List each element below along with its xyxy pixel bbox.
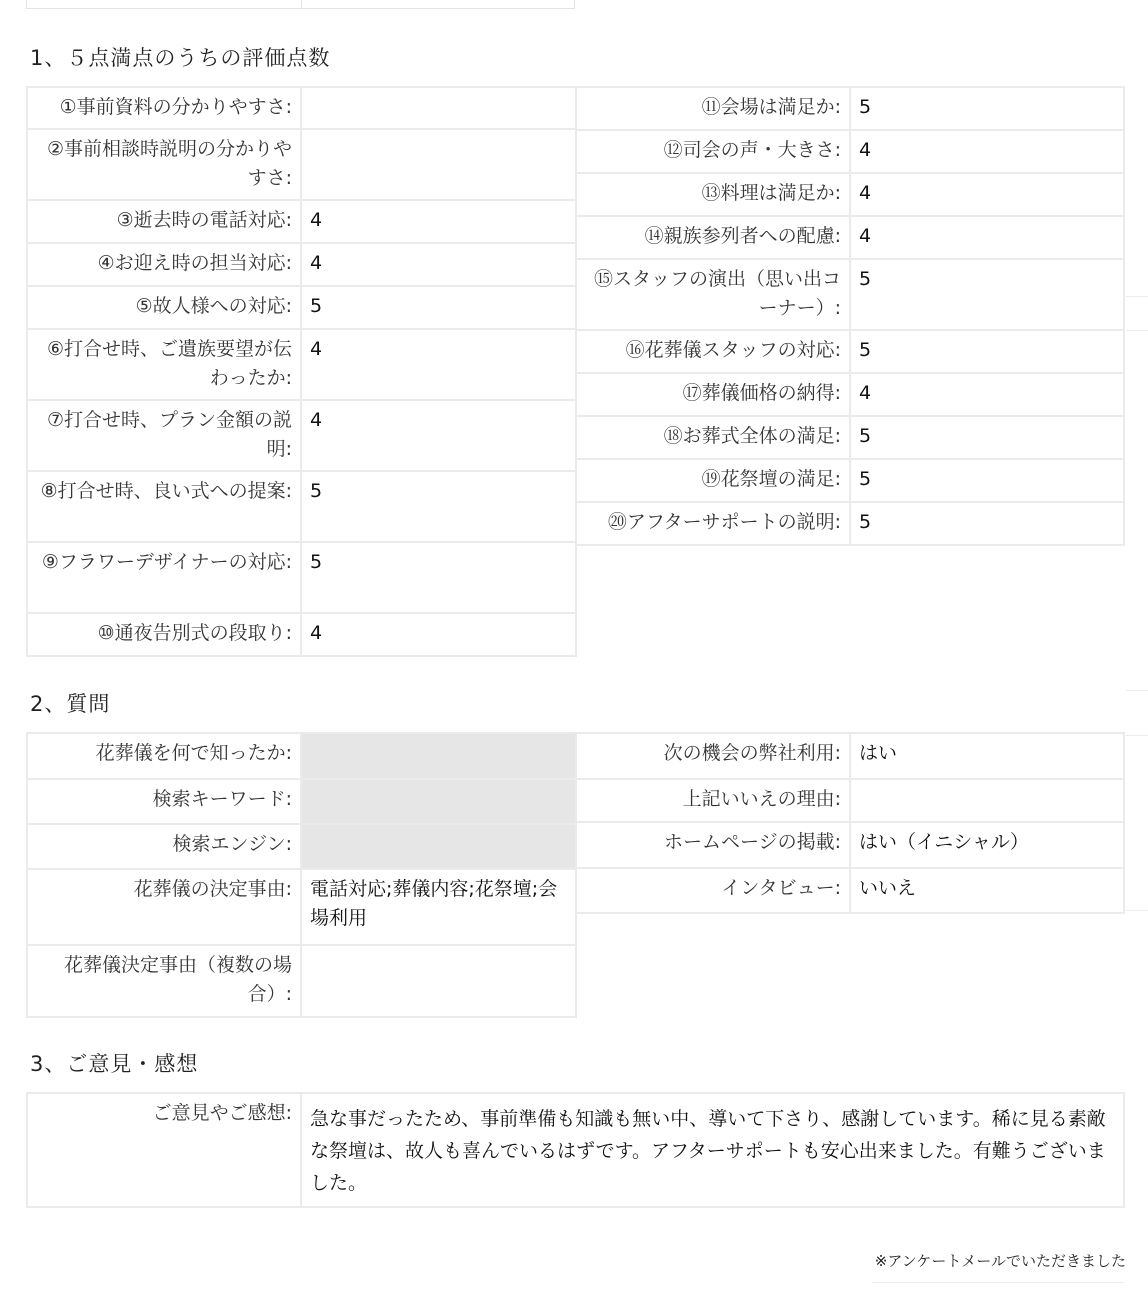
rating-label: ②事前相談時説明の分かりやすさ: <box>27 129 301 200</box>
rating-label: ⑰葬儀価格の納得: <box>576 373 850 416</box>
questions-table-right <box>575 732 1125 914</box>
rating-label: ⑬料理は満足か: <box>576 173 850 216</box>
table-row <box>576 416 1124 459</box>
rating-label: ③逝去時の電話対応: <box>27 200 301 243</box>
question-label: 検索エンジン: <box>27 824 301 869</box>
table-row <box>576 130 1124 173</box>
rating-value: 4 <box>301 243 576 286</box>
rating-label: ⑮スタッフの演出（思い出コーナー）: <box>576 259 850 330</box>
rating-label: ⑱お葬式全体の満足: <box>576 416 850 459</box>
rating-value: 5 <box>850 459 1124 502</box>
table-row <box>27 542 576 613</box>
question-label: 上記いいえの理由: <box>576 779 850 822</box>
rating-label: ⑫司会の声・大きさ: <box>576 130 850 173</box>
section3-title: 3、ご意見・感想 <box>30 1052 199 1076</box>
previous-table-fragment <box>26 0 575 9</box>
divider <box>1126 330 1148 331</box>
table-row <box>27 243 576 286</box>
rating-label: ⑤故人様への対応: <box>27 286 301 329</box>
rating-value <box>301 129 576 200</box>
rating-label: ⑧打合せ時、良い式への提案: <box>27 471 301 542</box>
table-row <box>27 779 576 824</box>
divider <box>1126 690 1148 691</box>
table-row <box>576 459 1124 502</box>
question-value <box>850 779 1124 822</box>
rating-value: 4 <box>850 173 1124 216</box>
table-row <box>27 869 576 945</box>
table-row <box>576 216 1124 259</box>
ratings-table-left <box>26 86 577 657</box>
question-value <box>301 824 576 869</box>
question-label: ホームページの掲載: <box>576 822 850 868</box>
divider <box>1126 735 1148 736</box>
rating-label: ⑪会場は満足か: <box>576 87 850 130</box>
table-row <box>27 200 576 243</box>
table-row <box>576 733 1124 779</box>
rating-value: 4 <box>301 200 576 243</box>
rating-value: 5 <box>850 330 1124 373</box>
comment-text: 急な事だったため、事前準備も知識も無い中、導いて下さり、感謝しています。稀に見る素敵な祭壇は、故人も喜んでいるはずです。アフターサポートも安心出来ました。有難うございました。 <box>301 1093 1124 1207</box>
question-value: 電話対応;葬儀内容;花祭壇;会場利用 <box>301 869 576 945</box>
table-row <box>576 502 1124 545</box>
question-label: 花葬儀決定事由（複数の場合）: <box>27 945 301 1017</box>
question-label: 検索キーワード: <box>27 779 301 824</box>
rating-value: 5 <box>850 259 1124 330</box>
rating-value: 5 <box>850 502 1124 545</box>
question-label: 次の機会の弊社利用: <box>576 733 850 779</box>
table-row <box>27 286 576 329</box>
rating-label: ⑲花祭壇の満足: <box>576 459 850 502</box>
table-row <box>27 87 576 129</box>
table-row <box>27 824 576 869</box>
table-row <box>576 868 1124 913</box>
footer-note: ※アンケートメールでいただきました <box>874 1252 1126 1270</box>
question-label: 花葬儀を何で知ったか: <box>27 733 301 779</box>
section2-title: 2、質問 <box>30 692 111 716</box>
table-row <box>27 400 576 471</box>
table-row <box>27 945 576 1017</box>
rating-value: 5 <box>850 416 1124 459</box>
rating-label: ⑥打合せ時、ご遺族要望が伝わったか: <box>27 329 301 400</box>
divider <box>1126 296 1148 297</box>
table-row <box>576 87 1124 130</box>
rating-label: ⑩通夜告別式の段取り: <box>27 613 301 656</box>
table-row <box>27 613 576 656</box>
table-row <box>576 259 1124 330</box>
rating-value: 4 <box>301 613 576 656</box>
table-row <box>27 471 576 542</box>
question-value <box>301 779 576 824</box>
rating-value: 4 <box>301 329 576 400</box>
questions-table-left <box>26 732 577 1018</box>
divider <box>872 1282 1124 1283</box>
section1-title: 1、５点満点のうちの評価点数 <box>30 46 331 70</box>
rating-label: ⑳アフターサポートの説明: <box>576 502 850 545</box>
rating-value <box>301 87 576 129</box>
question-value: いいえ <box>850 868 1124 913</box>
rating-value: 5 <box>301 286 576 329</box>
question-value <box>301 733 576 779</box>
question-value: はい <box>850 733 1124 779</box>
table-row <box>576 822 1124 868</box>
rating-label: ⑯花葬儀スタッフの対応: <box>576 330 850 373</box>
question-value <box>301 945 576 1017</box>
rating-value: 5 <box>301 542 576 613</box>
table-row <box>27 733 576 779</box>
divider <box>1126 910 1148 911</box>
table-row <box>27 1093 1124 1207</box>
table-row <box>576 779 1124 822</box>
ratings-table-right <box>575 86 1125 546</box>
rating-value: 5 <box>301 471 576 542</box>
question-label: インタビュー: <box>576 868 850 913</box>
rating-label: ⑦打合せ時、プラン金額の説明: <box>27 400 301 471</box>
table-row <box>27 329 576 400</box>
table-row <box>576 330 1124 373</box>
rating-label: ①事前資料の分かりやすさ: <box>27 87 301 129</box>
rating-value: 4 <box>850 373 1124 416</box>
question-value: はい（イニシャル） <box>850 822 1124 868</box>
rating-value: 4 <box>301 400 576 471</box>
table-row <box>576 373 1124 416</box>
comment-label: ご意見やご感想: <box>27 1093 301 1207</box>
table-row <box>576 173 1124 216</box>
question-label: 花葬儀の決定事由: <box>27 869 301 945</box>
rating-label: ⑨フラワーデザイナーの対応: <box>27 542 301 613</box>
rating-value: 4 <box>850 216 1124 259</box>
rating-value: 4 <box>850 130 1124 173</box>
rating-label: ⑭親族参列者への配慮: <box>576 216 850 259</box>
comments-table <box>26 1092 1125 1208</box>
rating-label: ④お迎え時の担当対応: <box>27 243 301 286</box>
table-row <box>27 129 576 200</box>
rating-value: 5 <box>850 87 1124 130</box>
